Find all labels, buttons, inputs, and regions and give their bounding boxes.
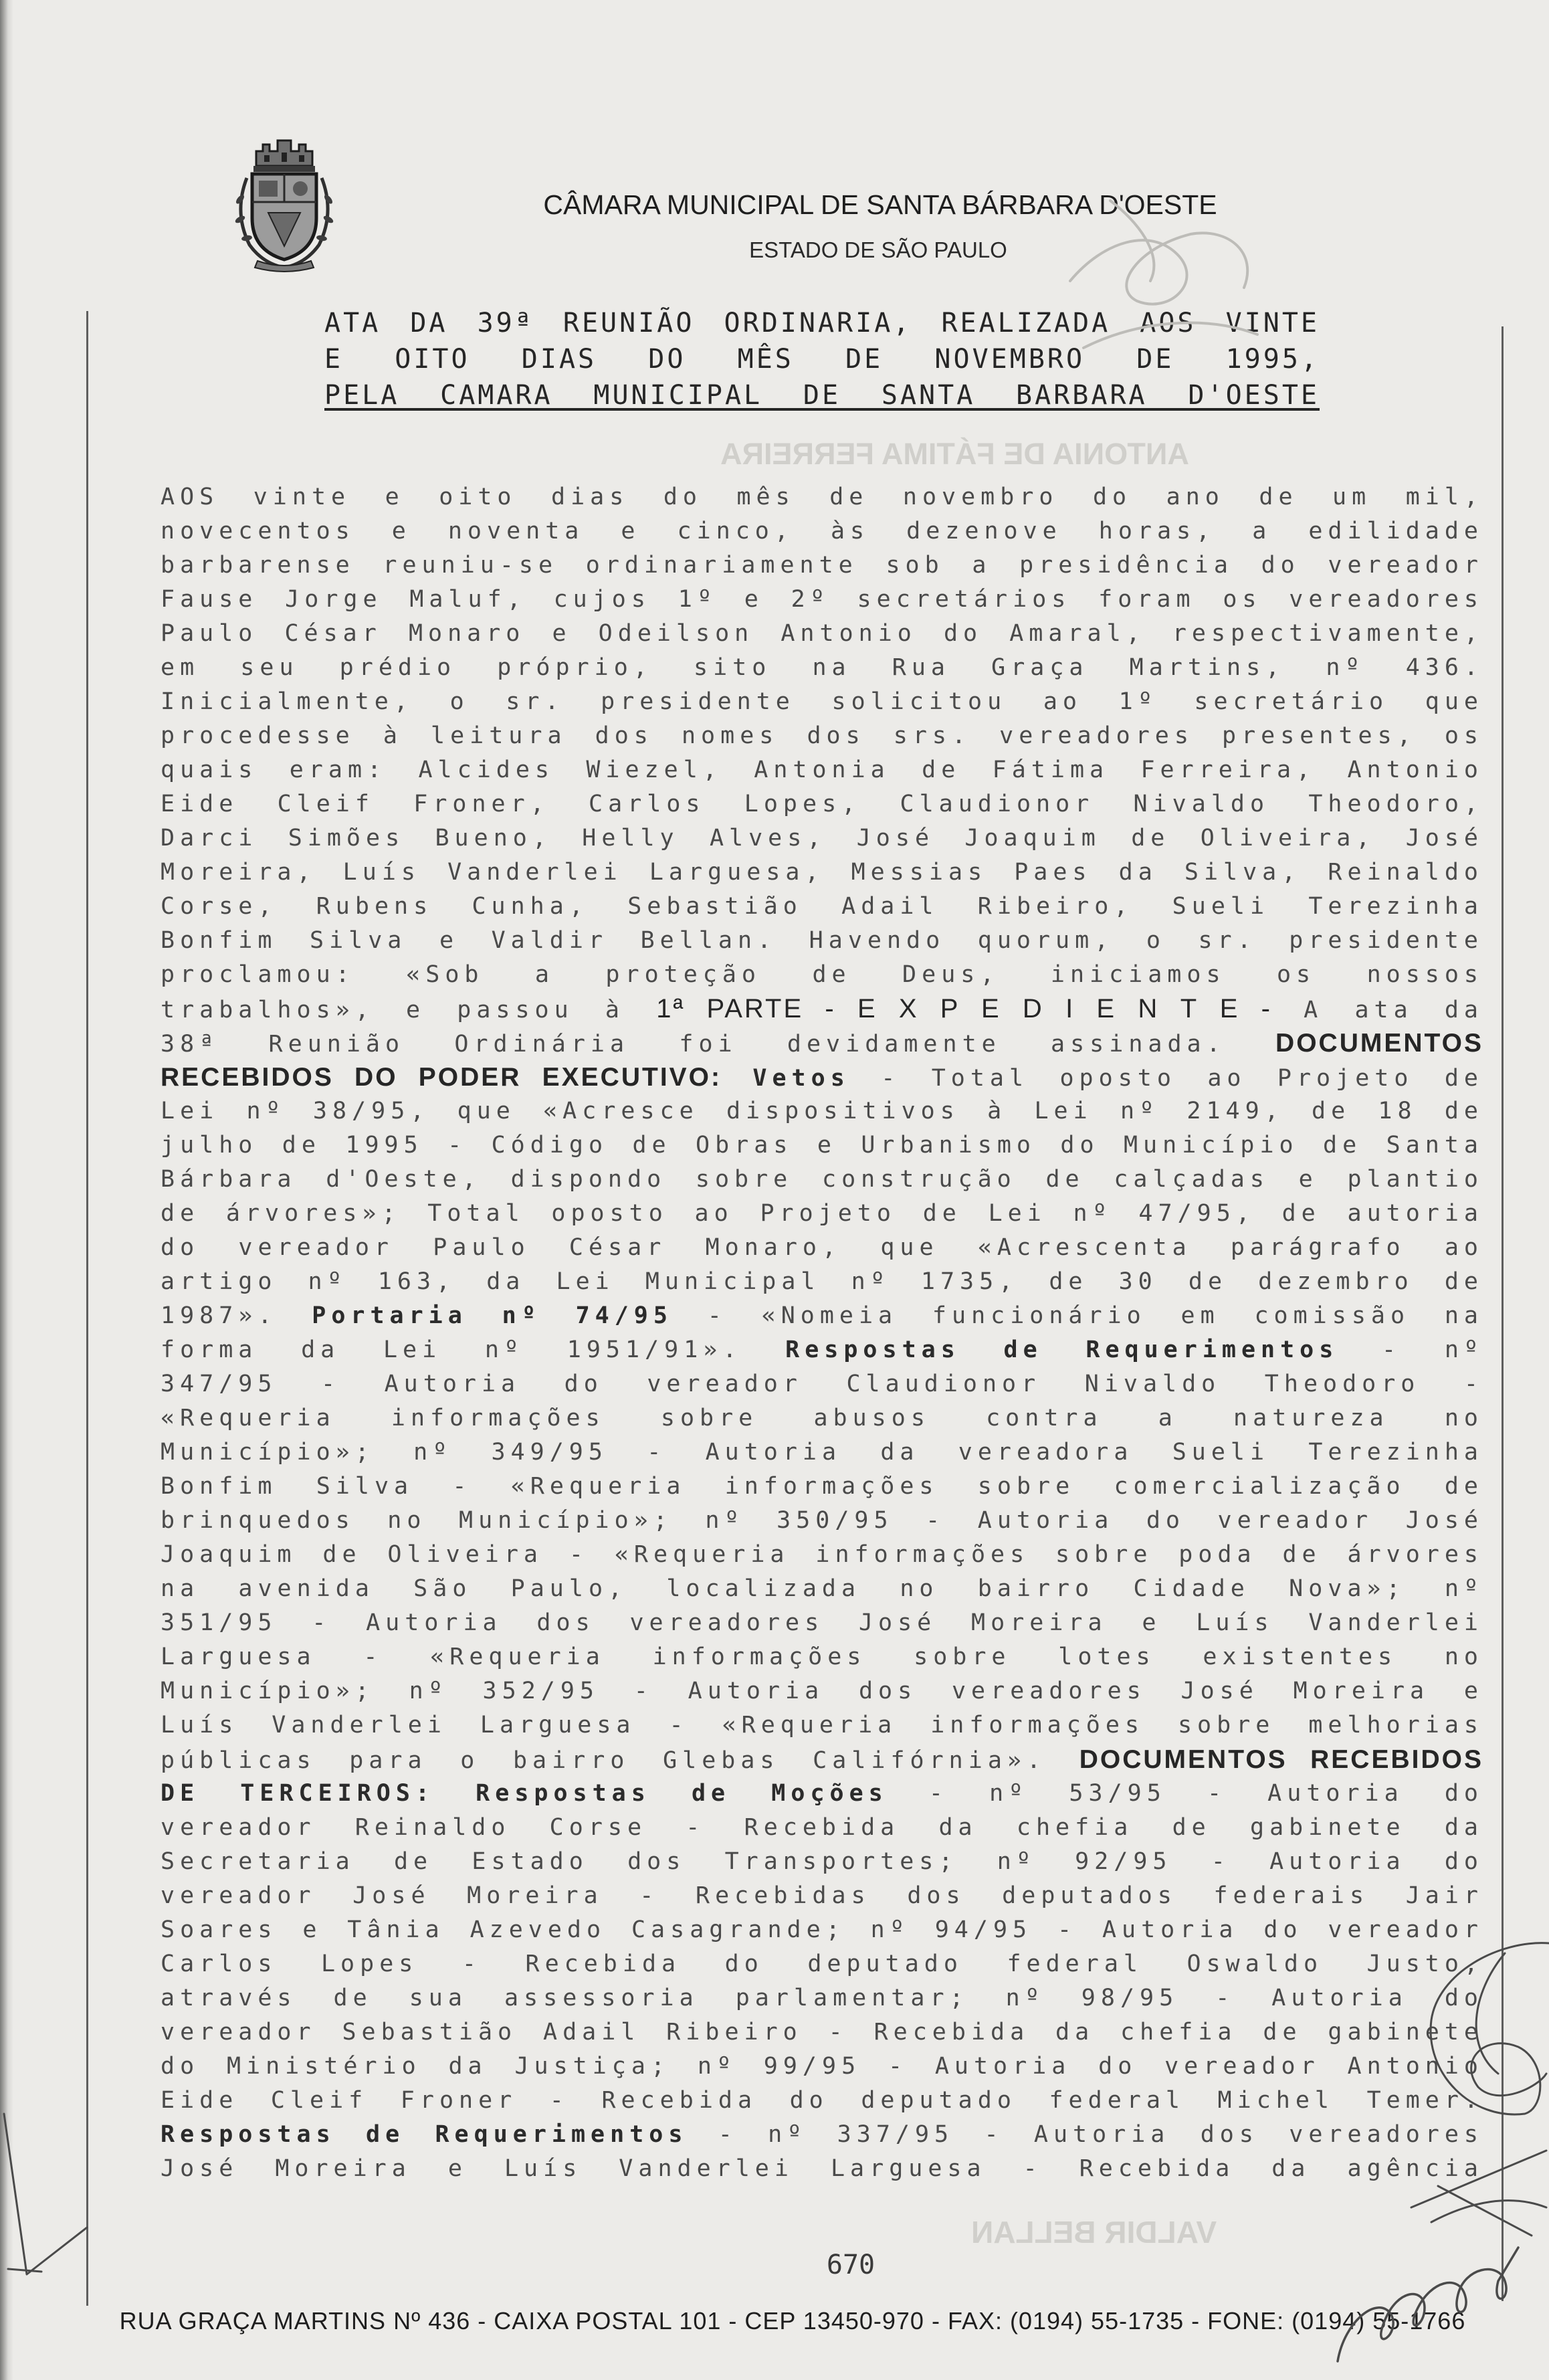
body-line: julho de 1995 - Código de Obras e Urbanismo do Município de Santa xyxy=(161,1132,1483,1159)
right-margin-line xyxy=(1502,326,1504,2301)
body-line: 347/95 - Autoria do vereador Claudionor Nivaldo Theodoro - xyxy=(161,1371,1483,1397)
subsection-heading: Respostas de Requerimentos xyxy=(161,2121,688,2148)
body-line: novecentos e noventa e cinco, às dezenove horas, a edilidade xyxy=(161,518,1483,544)
body-line xyxy=(161,1777,1483,1811)
body-text: trabalhos», e passou à xyxy=(161,997,657,1023)
body-line: Inicialmente, o sr. presidente solicitou ao 1º secretário que xyxy=(161,688,1483,715)
title-line: E OITO DIAS DO MÊS DE NOVEMBRO DE 1995, xyxy=(324,344,1320,375)
body-text: A ata da xyxy=(1271,997,1483,1023)
body-line xyxy=(161,1299,1483,1333)
bleed-through-text-top: ANTONIA DE FÁTIMA FERREIRA xyxy=(720,437,1189,471)
body-text: 38ª Reunião Ordinária foi devidamente assinada. xyxy=(161,1031,1276,1058)
body-text: - nº xyxy=(1338,1336,1483,1363)
body-line xyxy=(161,1026,1483,1060)
scan-edge-shadow xyxy=(0,0,13,2380)
state-name: ESTADO DE SÃO PAULO xyxy=(749,237,1007,262)
section-heading: DOCUMENTOS xyxy=(1275,1029,1483,1058)
body-line xyxy=(161,1333,1483,1367)
body-line: Larguesa - «Requeria informações sobre lotes existentes no xyxy=(161,1644,1483,1670)
minutes-body xyxy=(161,480,1483,2186)
body-line: do vereador Paulo César Monaro, que «Acrescenta parágrafo ao xyxy=(161,1234,1483,1261)
body-text: públicas para o bairro Glebas Califórnia». xyxy=(161,1747,1079,1774)
body-line xyxy=(161,1743,1483,1777)
subsection-heading: Respostas de Requerimentos xyxy=(785,1336,1339,1363)
body-line: Bonfim Silva e Valdir Bellan. Havendo quorum, o sr. presidente xyxy=(161,927,1483,954)
body-line: Luís Vanderlei Larguesa - «Requeria informações sobre melhorias xyxy=(161,1712,1483,1739)
body-line: Bárbara d'Oeste, dispondo sobre construção de calçadas e plantio xyxy=(161,1166,1483,1193)
body-line: brinquedos no Município»; nº 350/95 - Autoria do vereador José xyxy=(161,1507,1483,1534)
section-heading: DE TERCEIROS: Respostas de Moções xyxy=(161,1780,888,1807)
body-line: através de sua assessoria parlamentar; nº 98/95 - Autoria do xyxy=(161,1985,1483,2011)
body-line: proclamou: «Sob a proteção de Deus, iniciamos os nossos xyxy=(161,961,1483,988)
body-line: quais eram: Alcides Wiezel, Antonia de Fátima Ferreira, Antonio xyxy=(161,757,1483,783)
page-number: 670 xyxy=(826,2250,875,2280)
body-line: Bonfim Silva - «Requeria informações sobre comercialização de xyxy=(161,1473,1483,1500)
body-line: Fause Jorge Maluf, cujos 1º e 2º secretários foram os vereadores xyxy=(161,586,1483,613)
section-heading: RECEBIDOS DO PODER EXECUTIVO: xyxy=(161,1063,722,1092)
footer-address: RUA GRAÇA MARTINS Nº 436 - CAIXA POSTAL 101 - CEP 13450-970 - FAX: (0194) 55-1735 - FONE: (0194) 55-1766 xyxy=(119,2307,1466,2335)
coat-of-arms-seal xyxy=(231,132,338,273)
body-line: Soares e Tânia Azevedo Casagrande; nº 94/95 - Autoria do vereador xyxy=(161,1916,1483,1943)
body-line: Joaquim de Oliveira - «Requeria informações sobre poda de árvores xyxy=(161,1541,1483,1568)
title-line: ATA DA 39ª REUNIÃO ORDINARIA, REALIZADA AOS VINTE xyxy=(324,308,1320,338)
margin-mark xyxy=(4,2114,87,2274)
body-line: «Requeria informações sobre abusos contra a natureza no xyxy=(161,1405,1483,1431)
body-line: AOS vinte e oito dias do mês de novembro do ano de um mil, xyxy=(161,484,1483,510)
left-margin-line xyxy=(86,311,88,2306)
body-line: vereador José Moreira - Recebidas dos deputados federais Jair xyxy=(161,1882,1483,1909)
body-text: - nº 337/95 - Autoria dos vereadores xyxy=(688,2121,1483,2148)
body-line: Município»; nº 349/95 - Autoria da vereadora Sueli Terezinha xyxy=(161,1439,1483,1466)
body-line: Carlos Lopes - Recebida do deputado federal Oswaldo Justo, xyxy=(161,1951,1483,1977)
subsection-heading: Vetos xyxy=(721,1065,850,1092)
bleed-through-text-bottom: VALDIR BELLAN xyxy=(971,2215,1217,2250)
body-line: 351/95 - Autoria dos vereadores José Moreira e Luís Vanderlei xyxy=(161,1609,1483,1636)
body-line: Secretaria de Estado dos Transportes; nº 92/95 - Autoria do xyxy=(161,1848,1483,1875)
body-line: José Moreira e Luís Vanderlei Larguesa - Recebida da agência xyxy=(161,2155,1483,2182)
institution-name: CÂMARA MUNICIPAL DE SANTA BÁRBARA D'OESTE xyxy=(543,189,1217,220)
body-text: - «Nomeia funcionário em comissão na xyxy=(672,1302,1483,1329)
body-line: na avenida São Paulo, localizada no bairro Cidade Nova»; nº xyxy=(161,1575,1483,1602)
body-line: Município»; nº 352/95 - Autoria dos vereadores José Moreira e xyxy=(161,1678,1483,1704)
body-line: de árvores»; Total oposto ao Projeto de Lei nº 47/95, de autoria xyxy=(161,1200,1483,1227)
body-line: Paulo César Monaro e Odeilson Antonio do Amaral, respectivamente, xyxy=(161,620,1483,647)
body-text: - nº 53/95 - Autoria do xyxy=(888,1780,1483,1807)
minutes-title xyxy=(324,305,1320,413)
body-text: - Total oposto ao Projeto de xyxy=(849,1065,1483,1092)
body-line: vereador Sebastião Adail Ribeiro - Recebida da chefia de gabinete xyxy=(161,2019,1483,2046)
section-heading: DOCUMENTOS RECEBIDOS xyxy=(1079,1745,1483,1774)
body-line: Eide Cleif Froner - Recebida do deputado federal Michel Temer. xyxy=(161,2087,1483,2114)
title-line: PELA CAMARA MUNICIPAL DE SANTA BARBARA D'OESTE xyxy=(324,380,1320,411)
body-line xyxy=(161,2118,1483,2152)
body-line: Moreira, Luís Vanderlei Larguesa, Messias Paes da Silva, Reinaldo xyxy=(161,859,1483,886)
body-line: vereador Reinaldo Corse - Recebida da chefia de gabinete da xyxy=(161,1814,1483,1841)
body-line xyxy=(161,992,1483,1026)
body-line: do Ministério da Justiça; nº 99/95 - Autoria do vereador Antonio xyxy=(161,2053,1483,2080)
section-heading-expediente: 1ª PARTE - E X P E D I E N T E - xyxy=(656,994,1272,1023)
body-text: forma da Lei nº 1951/91». xyxy=(161,1336,786,1363)
body-text: 1987». xyxy=(161,1302,312,1329)
body-line: barbarense reuniu-se ordinariamente sob a presidência do vereador xyxy=(161,552,1483,579)
body-line: artigo nº 163, da Lei Municipal nº 1735, de 30 de dezembro de xyxy=(161,1268,1483,1295)
body-line: Corse, Rubens Cunha, Sebastião Adail Ribeiro, Sueli Terezinha xyxy=(161,893,1483,920)
body-line: procedesse à leitura dos nomes dos srs. vereadores presentes, os xyxy=(161,722,1483,749)
body-line: Eide Cleif Froner, Carlos Lopes, Claudionor Nivaldo Theodoro, xyxy=(161,791,1483,817)
body-line: em seu prédio próprio, sito na Rua Graça Martins, nº 436. xyxy=(161,654,1483,681)
subsection-heading: Portaria nº 74/95 xyxy=(312,1302,673,1329)
body-line: Darci Simões Bueno, Helly Alves, José Joaquim de Oliveira, José xyxy=(161,825,1483,852)
signature-bottom xyxy=(1338,2248,1518,2361)
body-line xyxy=(161,1060,1483,1094)
body-line: Lei nº 38/95, que «Acresce dispositivos à Lei nº 2149, de 18 de xyxy=(161,1098,1483,1124)
